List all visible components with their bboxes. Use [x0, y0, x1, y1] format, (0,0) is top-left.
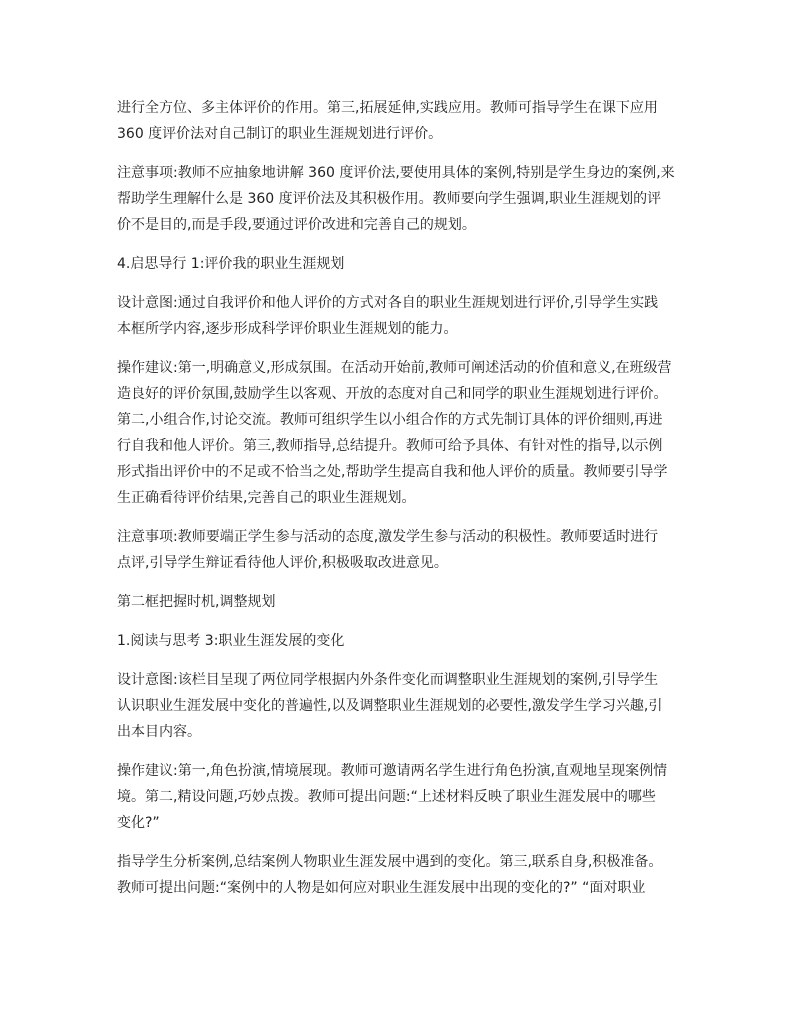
text-line: 设计意图:通过自我评价和他人评价的方式对各自的职业生涯规划进行评价,引导学生实践	[117, 295, 659, 311]
text-line: 第二,小组合作,讨论交流。教师可组织学生以小组合作的方式先制订具体的评价细则,再进	[117, 412, 663, 428]
paragraph-design-intent-2	[117, 667, 682, 745]
document-body	[117, 95, 682, 901]
paragraph-design-intent-1	[117, 290, 682, 342]
text-line: 变化?”	[117, 815, 160, 831]
section-heading-second-frame	[117, 589, 682, 615]
text-line: 注意事项:教师要端正学生参与活动的态度,激发学生参与活动的积极性。教师要适时进行	[117, 529, 659, 545]
text-line: 操作建议:第一,明确意义,形成氛围。在活动开始前,教师可阐述活动的价值和意义,在班级营	[117, 360, 672, 376]
paragraph-360-application	[117, 95, 682, 147]
text-line: 第二框把握时机,调整规划	[117, 594, 276, 610]
text-line: 指导学生分析案例,总结案例人物职业生涯发展中遇到的变化。第三,联系自身,积极准备。	[117, 854, 663, 870]
text-line: 教师可提出问题:“案例中的人物是如何应对职业生涯发展中出现的变化的?” “面对职业	[117, 880, 646, 896]
text-line: 出本目内容。	[117, 724, 201, 740]
text-line: 行自我和他人评价。第三,教师指导,总结提升。教师可给予具体、有针对性的指导,以示例	[117, 438, 663, 454]
text-line: 360 度评价法对自己制订的职业生涯规划进行评价。	[117, 126, 443, 142]
text-line: 进行全方位、多主体评价的作用。第三,拓展延伸,实践应用。教师可指导学生在课下应用	[117, 100, 658, 116]
text-line: 操作建议:第一,角色扮演,情境展现。教师可邀请两名学生进行角色扮演,直观地呈现案例情	[117, 763, 668, 779]
text-line: 1.阅读与思考 3:职业生涯发展的变化	[117, 633, 345, 649]
paragraph-notes-attitude	[117, 524, 682, 576]
section-heading-evaluate-plan	[117, 251, 682, 277]
paragraph-operation-suggestion-1	[117, 355, 682, 511]
text-line: 价不是目的,而是手段,要通过评价改进和完善自己的规划。	[117, 217, 476, 233]
text-line: 境。第二,精设问题,巧妙点拨。教师可提出问题:“上述材料反映了职业生涯发展中的哪些	[117, 789, 656, 805]
section-heading-reading-thinking	[117, 628, 682, 654]
text-line: 形式指出评价中的不足或不恰当之处,帮助学生提高自我和他人评价的质量。教师要引导学	[117, 464, 668, 480]
paragraph-guide-analysis	[117, 849, 682, 901]
text-line: 点评,引导学生辩证看待他人评价,积极吸取改进意见。	[117, 555, 448, 571]
text-line: 4.启思导行 1:评价我的职业生涯规划	[117, 256, 345, 272]
text-line: 注意事项:教师不应抽象地讲解 360 度评价法,要使用具体的案例,特别是学生身边的案例,来	[117, 165, 675, 181]
text-line: 帮助学生理解什么是 360 度评价法及其积极作用。教师要向学生强调,职业生涯规划的评	[117, 191, 662, 207]
text-line: 生正确看待评价结果,完善自己的职业生涯规划。	[117, 490, 416, 506]
text-line: 设计意图:该栏目呈现了两位同学根据内外条件变化而调整职业生涯规划的案例,引导学生	[117, 672, 659, 688]
paragraph-notes-360	[117, 160, 682, 238]
text-line: 认识职业生涯发展中变化的普遍性,以及调整职业生涯规划的必要性,激发学生学习兴趣,引	[117, 698, 663, 714]
text-line: 本框所学内容,逐步形成科学评价职业生涯规划的能力。	[117, 321, 458, 337]
text-line: 造良好的评价氛围,鼓励学生以客观、开放的态度对自己和同学的职业生涯规划进行评价。	[117, 386, 668, 402]
paragraph-operation-suggestion-2	[117, 758, 682, 836]
